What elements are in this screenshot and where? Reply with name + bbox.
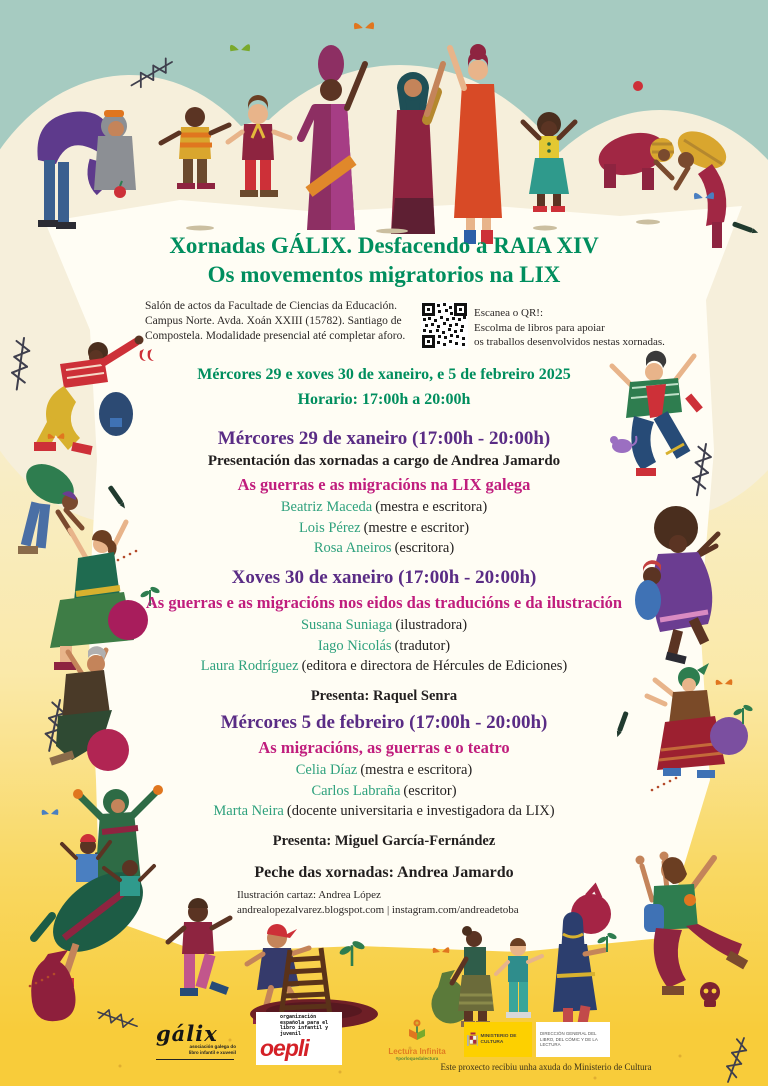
galix-logo — [156, 1021, 238, 1060]
speaker-name: Susana Suniaga — [300, 617, 393, 633]
session-topic: As migracións, as guerras e o teatro — [258, 738, 510, 757]
speaker-role: (mestre e escritor) — [363, 519, 470, 536]
qr-caption-line: Escanea o QR!: — [474, 307, 544, 319]
session-1 — [0, 427, 768, 559]
speaker-role: (ilustradora) — [395, 617, 468, 633]
lectura-logo-text: Lectura Infinita — [388, 1047, 446, 1056]
session-heading: Xoves 30 de xaneiro (17:00h - 20:00h) — [231, 567, 537, 588]
speaker-role: (docente universitaria e investigadora da LIX) — [286, 803, 555, 819]
session-topic: As guerras e as migracións na LIX galega — [237, 475, 531, 494]
speaker-line — [0, 497, 768, 518]
speaker-line — [0, 518, 768, 539]
galix-logo-text: gálix — [156, 1021, 218, 1046]
speaker-line — [0, 656, 768, 677]
session-intro: Presentación das xornadas a cargo de Andrea Jamardo — [207, 453, 561, 469]
venue-line: Compostela. Modalidade presencial até completar aforo. — [145, 330, 406, 342]
speaker-line — [0, 615, 768, 636]
speaker-line — [0, 636, 768, 657]
speaker-role: (editora e directora de Hércules de Ediciones) — [301, 658, 568, 674]
speaker-line — [0, 760, 768, 781]
oepli-logo-subtext: organización española para el libro infantil y juvenil — [280, 1014, 329, 1037]
ladder — [281, 948, 330, 1016]
qr-caption — [474, 306, 665, 350]
speaker-name: Carlos Labraña — [311, 782, 401, 799]
schedule-line: Horario: 17:00h a 20:00h — [297, 391, 471, 408]
credit-links: andrealopezalvarez.blogspot.com | instagram.com/andreadetoba — [237, 903, 519, 916]
ministerio-logo-text: MINISTERIO DE CULTURA — [480, 1033, 517, 1045]
speaker-name: Laura Rodríguez — [200, 658, 299, 674]
lectura-infinita-logo — [380, 1018, 454, 1062]
page-title — [0, 231, 768, 289]
dates-line: Mércores 29 e xoves 30 de xaneiro, e 5 de febreiro 2025 — [197, 366, 571, 383]
funding-note: Este proxecto recibiu unha axuda do Ministerio de Cultura — [440, 1062, 652, 1072]
credits — [237, 888, 519, 917]
dates-schedule — [0, 362, 768, 412]
speaker-name: Iago Nicolás — [317, 637, 392, 654]
session-2 — [0, 566, 768, 705]
session-heading: Mércores 5 de febreiro (17:00h - 20:00h) — [220, 712, 548, 733]
speaker-role: (mestra e escritora) — [375, 499, 488, 515]
speaker-name: Marta Neira — [213, 803, 284, 819]
speaker-role: (tradutor) — [394, 637, 451, 654]
book-flower-icon — [407, 1018, 427, 1042]
speaker-name: Beatriz Maceda — [280, 499, 373, 515]
qr-caption-line: Escolma de libros para apoiar — [474, 321, 605, 334]
session-presenter: Presenta: Raquel Senra — [310, 687, 458, 704]
venue-line: Campus Norte. Avda. Xoán XXIII (15782). Santiago de — [145, 315, 402, 327]
galix-logo-subtext: asociación galega do libro infantil e xuvenil — [188, 1044, 236, 1055]
lectura-hashtag: #porloquedalectura — [395, 1056, 439, 1061]
title-line-2: Os movementos migratorios na LIX — [207, 262, 561, 287]
speaker-line — [0, 781, 768, 802]
oepli-logo-text: oepli — [260, 1035, 309, 1062]
qr-caption-line: os traballos desenvolvidos nestas xornadas. — [474, 336, 665, 348]
speaker-line — [0, 538, 768, 559]
closing-line: Peche das xornadas: Andrea Jamardo — [254, 864, 514, 881]
direccion-general-text: DIRECCIÓN GENERAL DEL LIBRO, DEL CÓMIC Y DE LA LECTURA — [540, 1031, 598, 1048]
speaker-line — [0, 801, 768, 822]
speaker-role: (escritor) — [403, 782, 457, 799]
spain-coat-of-arms-icon — [466, 1031, 478, 1049]
direccion-general-box — [536, 1022, 610, 1057]
illustration-credit: Ilustración cartaz: Andrea López — [237, 889, 381, 901]
speaker-role: (mestra e escritora) — [360, 762, 473, 778]
venue-line: Salón de actos da Facultade de Ciencias da Educación. — [145, 300, 397, 312]
oepli-logo — [256, 1012, 342, 1065]
session-heading: Mércores 29 de xaneiro (17:00h - 20:00h) — [217, 428, 551, 449]
venue-info — [145, 299, 417, 344]
speaker-name: Lois Pérez — [298, 519, 361, 536]
speaker-role: (escritora) — [394, 540, 455, 556]
galix-logo-rule — [156, 1059, 234, 1060]
session-presenter: Presenta: Miguel García-Fernández — [272, 832, 496, 849]
session-topic: As guerras e as migracións nos eidos das traducións e da ilustración — [145, 593, 623, 612]
session-3 — [0, 711, 768, 850]
ministerio-cultura-logo — [464, 1022, 532, 1057]
speaker-name: Celia Díaz — [295, 762, 358, 778]
title-line-1: Xornadas GÁLIX. Desfacendo a RAIA XIV — [169, 233, 599, 258]
qr-code — [421, 302, 468, 349]
speaker-name: Rosa Aneiros — [313, 540, 392, 556]
skull-illustration — [700, 982, 720, 1007]
